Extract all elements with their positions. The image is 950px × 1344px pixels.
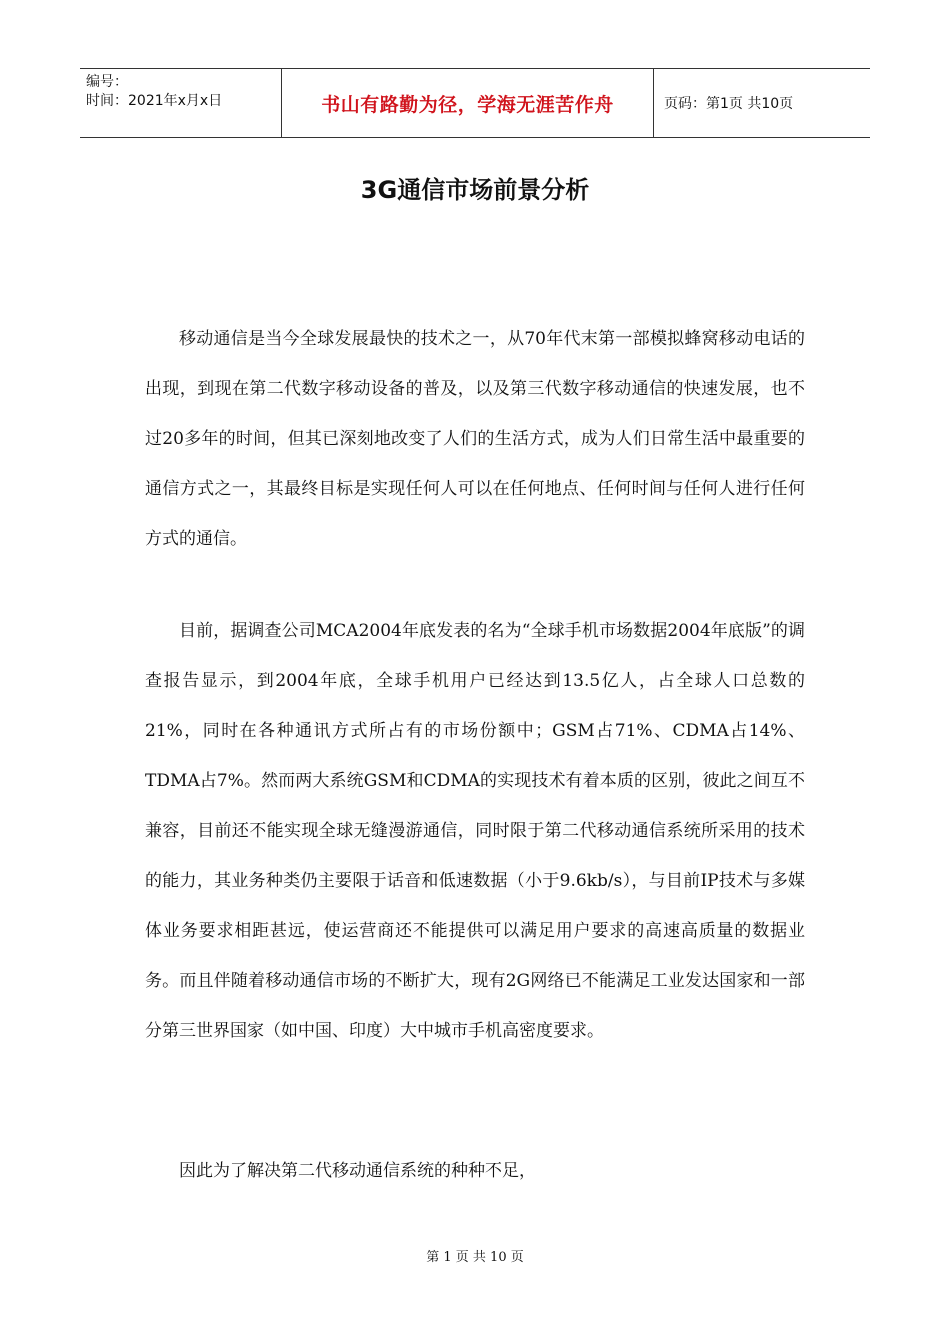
number-label: 编号： bbox=[86, 74, 128, 90]
document-header bbox=[80, 68, 870, 138]
page-footer: 第 1 页 共 10 页 bbox=[426, 1250, 524, 1265]
paragraph-3 bbox=[145, 1146, 805, 1196]
paragraph-text: 移动通信是当今全球发展最快的技术之一，从70年代末第一部模拟蜂窝移动电话的出现，到现在第二代数字移动设备的普及，以及第三代数字移动通信的快速发展，也不过20多年的时间，但其已深刻地改变了人们的生活方式，成为人们日常生活中最重要的通信方式之一，其最终目标是实现任何人可以在任何地点、任何时间与任何人进行任何方式的通信。 bbox=[145, 329, 805, 549]
paragraph-1 bbox=[145, 314, 805, 564]
paragraph-text: 因此为了解决第二代移动通信系统的种种不足， bbox=[179, 1161, 536, 1181]
time-label: 时间：2021年x月x日 bbox=[86, 93, 223, 109]
header-motto-cell bbox=[281, 69, 654, 137]
header-meta bbox=[80, 69, 281, 137]
header-page-info bbox=[654, 69, 870, 137]
paragraph-2 bbox=[145, 606, 805, 1056]
page-info-text: 页码：第1页 共10页 bbox=[664, 96, 794, 112]
document-title: 3G通信市场前景分析 bbox=[360, 176, 590, 204]
motto-text: 书山有路勤为径，学海无涯苦作舟 bbox=[321, 93, 614, 116]
paragraph-text: 目前，据调查公司MCA2004年底发表的名为“全球手机市场数据2004年底版”的调查报告显示，到2004年底，全球手机用户已经达到13.5亿人，占全球人口总数的21%，同时在各种通讯方式所占有的市场份额中；GSM占71%、CDMA占14%、TDMA占7%。然而两大系统GSM和CDMA的实现技术有着本质的区别，彼此之间互不兼容，目前还不能实现全球无缝漫游通信，同时限于第二代移动通信系统所采用的技术的能力，其业务种类仍主要限于话音和低速数据（小于9.6kb/s），与目前IP技术与多媒体业务要求相距甚远，使运营商还不能提供可以满足用户要求的高速高质量的数据业务。而且伴随着移动通信市场的不断扩大，现有2G网络已不能满足工业发达国家和一部分第三世界国家（如中国、印度）大中城市手机高密度要求。 bbox=[145, 621, 805, 1041]
